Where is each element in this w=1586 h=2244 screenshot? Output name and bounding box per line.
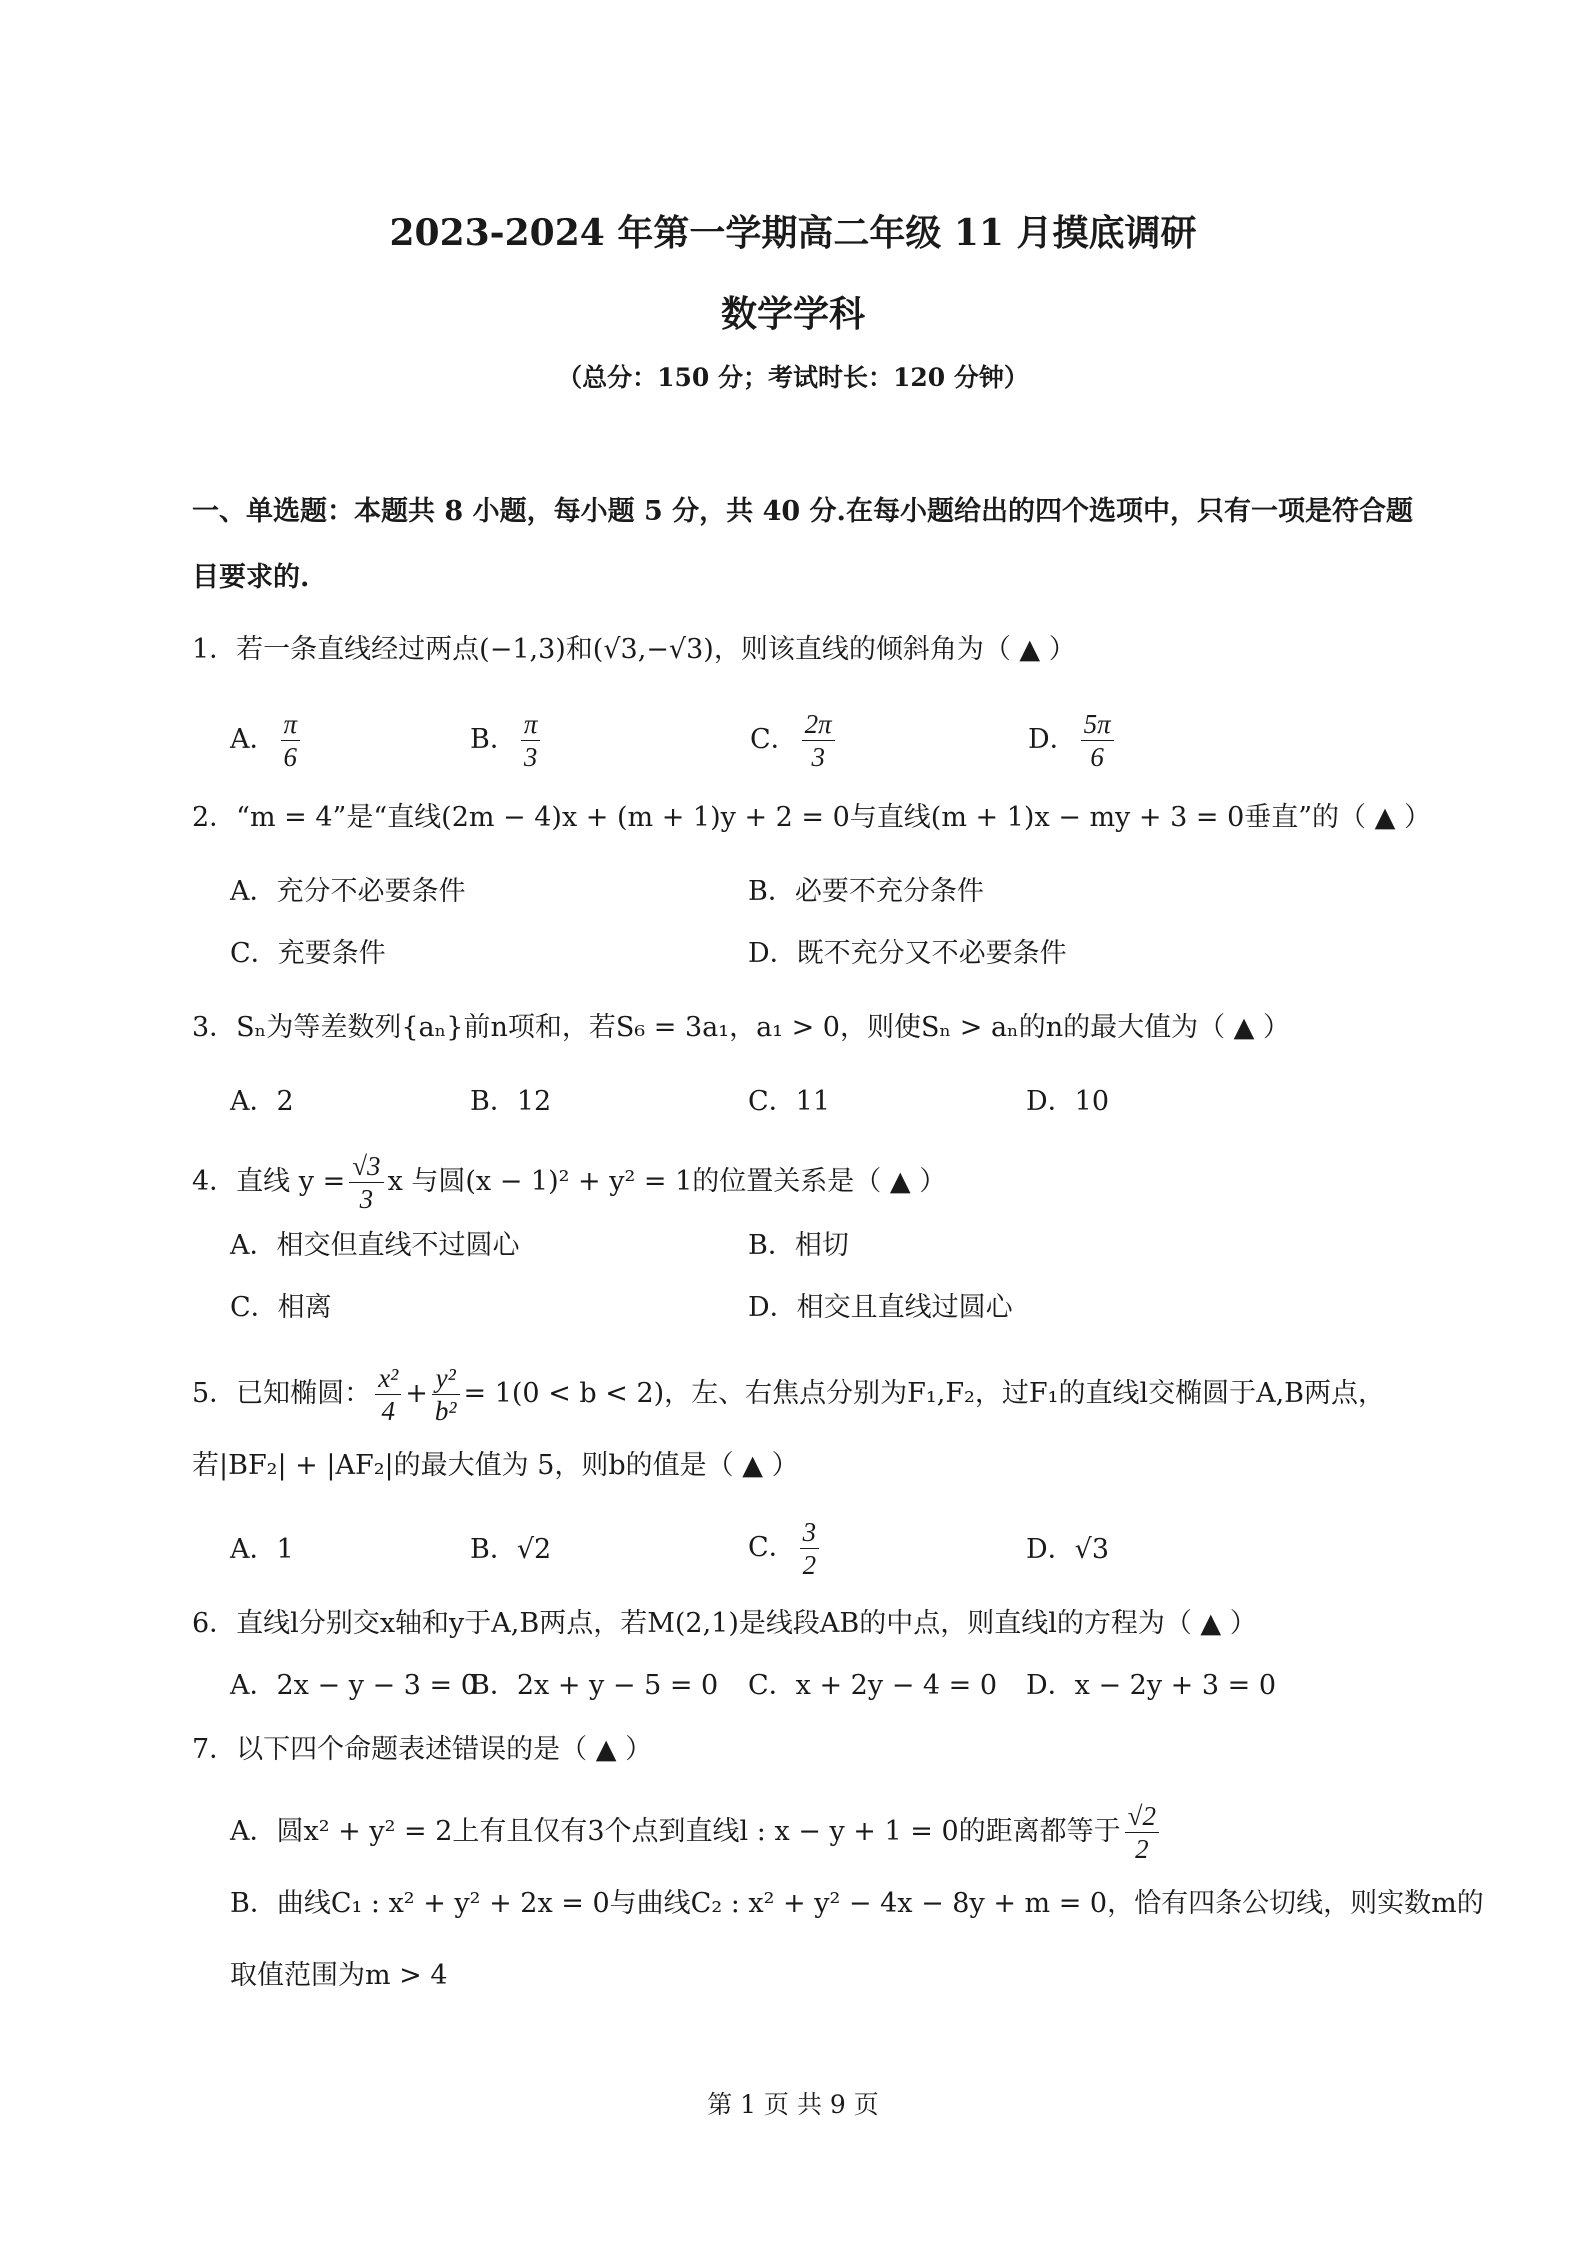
q2-option-c: C．充要条件 bbox=[230, 938, 386, 969]
q2-stem: 2．“m = 4”是“直线(2m − 4)x + (m + 1)y + 2 = 0与直线(m + 1)x − my + 3 = 0垂直”的（ ▲ ） bbox=[192, 802, 1431, 833]
q3-option-b: B．12 bbox=[470, 1086, 552, 1117]
q2-option-d: D．既不充分又不必要条件 bbox=[748, 938, 1067, 969]
q5-stem: 5．已知椭圆： $\frac{\text{x²}}{4}$ + $\frac{\text{y²}}{\text{b²}}$ = 1(0 < b < 2)，左、右焦点分别为F₁,F₂，过F₁的直线l交椭圆于A,B两点， bbox=[192, 1363, 1385, 1426]
q2-option-a: A．充分不必要条件 bbox=[230, 876, 466, 907]
q7-option-a: A．圆x² + y² = 2上有且仅有3个点到直线l : x − y + 1 = 0的距离都等于 $\frac{√2}{2}$ bbox=[230, 1800, 1163, 1865]
q2-option-b: B．必要不充分条件 bbox=[748, 876, 984, 907]
q7-stem: 7．以下四个命题表述错误的是（ ▲ ） bbox=[192, 1734, 653, 1765]
q7-option-b-line1: B．曲线C₁ : x² + y² + 2x = 0与曲线C₂ : x² + y² − 4x − 8y + m = 0，恰有四条公切线，则实数m的 bbox=[230, 1888, 1484, 1919]
q3-option-d: D．10 bbox=[1026, 1086, 1110, 1117]
section-heading-line1: 一、单选题：本题共 8 小题，每小题 5 分，共 40 分.在每小题给出的四个选项中，只有一项是符合题 bbox=[192, 496, 1413, 527]
q3-stem: 3．Sₙ为等差数列{aₙ}前n项和，若S₆ = 3a₁，a₁ > 0，则使Sₙ > aₙ的n的最大值为（ ▲ ） bbox=[192, 1012, 1291, 1043]
q1-option-a: A． $\frac{\pi}{6}$ bbox=[230, 708, 304, 773]
q5-option-c: C． $\frac{3}{2}$ bbox=[748, 1516, 823, 1581]
q5-option-a: A．1 bbox=[230, 1534, 294, 1565]
q1-option-d: D． $\frac{5\pi}{6}$ bbox=[1028, 708, 1118, 773]
q4-option-a: A．相交但直线不过圆心 bbox=[230, 1230, 520, 1261]
q6-option-c: C．x + 2y − 4 = 0 bbox=[748, 1670, 998, 1701]
exam-info: （总分：150 分；考试时长：120 分钟） bbox=[557, 363, 1029, 392]
section-heading-line2: 目要求的. bbox=[192, 562, 310, 593]
q5-stem-line2: 若|BF₂| + |AF₂|的最大值为 5，则b的值是（ ▲ ） bbox=[192, 1450, 799, 1481]
q6-option-b: B．2x + y − 5 = 0 bbox=[470, 1670, 719, 1701]
q5-option-b: B．√2 bbox=[470, 1534, 552, 1565]
q3-option-c: C．11 bbox=[748, 1086, 831, 1117]
q7-option-b-line2: 取值范围为m > 4 bbox=[230, 1960, 448, 1991]
q3-option-a: A．2 bbox=[230, 1086, 294, 1117]
q4-option-b: B．相切 bbox=[748, 1230, 849, 1261]
q4-option-c: C．相离 bbox=[230, 1292, 332, 1323]
q4-stem: 4．直线 y = $\frac{√3}{3}$ x 与圆(x − 1)² + y² = 1的位置关系是（ ▲ ） bbox=[192, 1151, 947, 1214]
q6-stem: 6．直线l分别交x轴和y于A,B两点，若M(2,1)是线段AB的中点，则直线l的方程为（ ▲ ） bbox=[192, 1608, 1257, 1639]
page-footer: 第 1 页 共 9 页 bbox=[707, 2090, 879, 2119]
q6-option-d: D．x − 2y + 3 = 0 bbox=[1026, 1670, 1277, 1701]
subject-title: 数学学科 bbox=[720, 293, 865, 335]
q5-option-d: D．√3 bbox=[1026, 1534, 1110, 1565]
q6-option-a: A．2x − y − 3 = 0 bbox=[230, 1670, 478, 1701]
exam-title: 2023-2024 年第一学期高二年级 11 月摸底调研 bbox=[389, 212, 1197, 254]
q1-option-c: C． $\frac{2\pi}{3}$ bbox=[750, 708, 839, 773]
q1-stem: 1．若一条直线经过两点(−1,3)和(√3,−√3)，则该直线的倾斜角为（ ▲ ） bbox=[192, 634, 1076, 665]
q4-option-d: D．相交且直线过圆心 bbox=[748, 1292, 1013, 1323]
q1-option-b: B． $\frac{\pi}{3}$ bbox=[470, 708, 544, 773]
